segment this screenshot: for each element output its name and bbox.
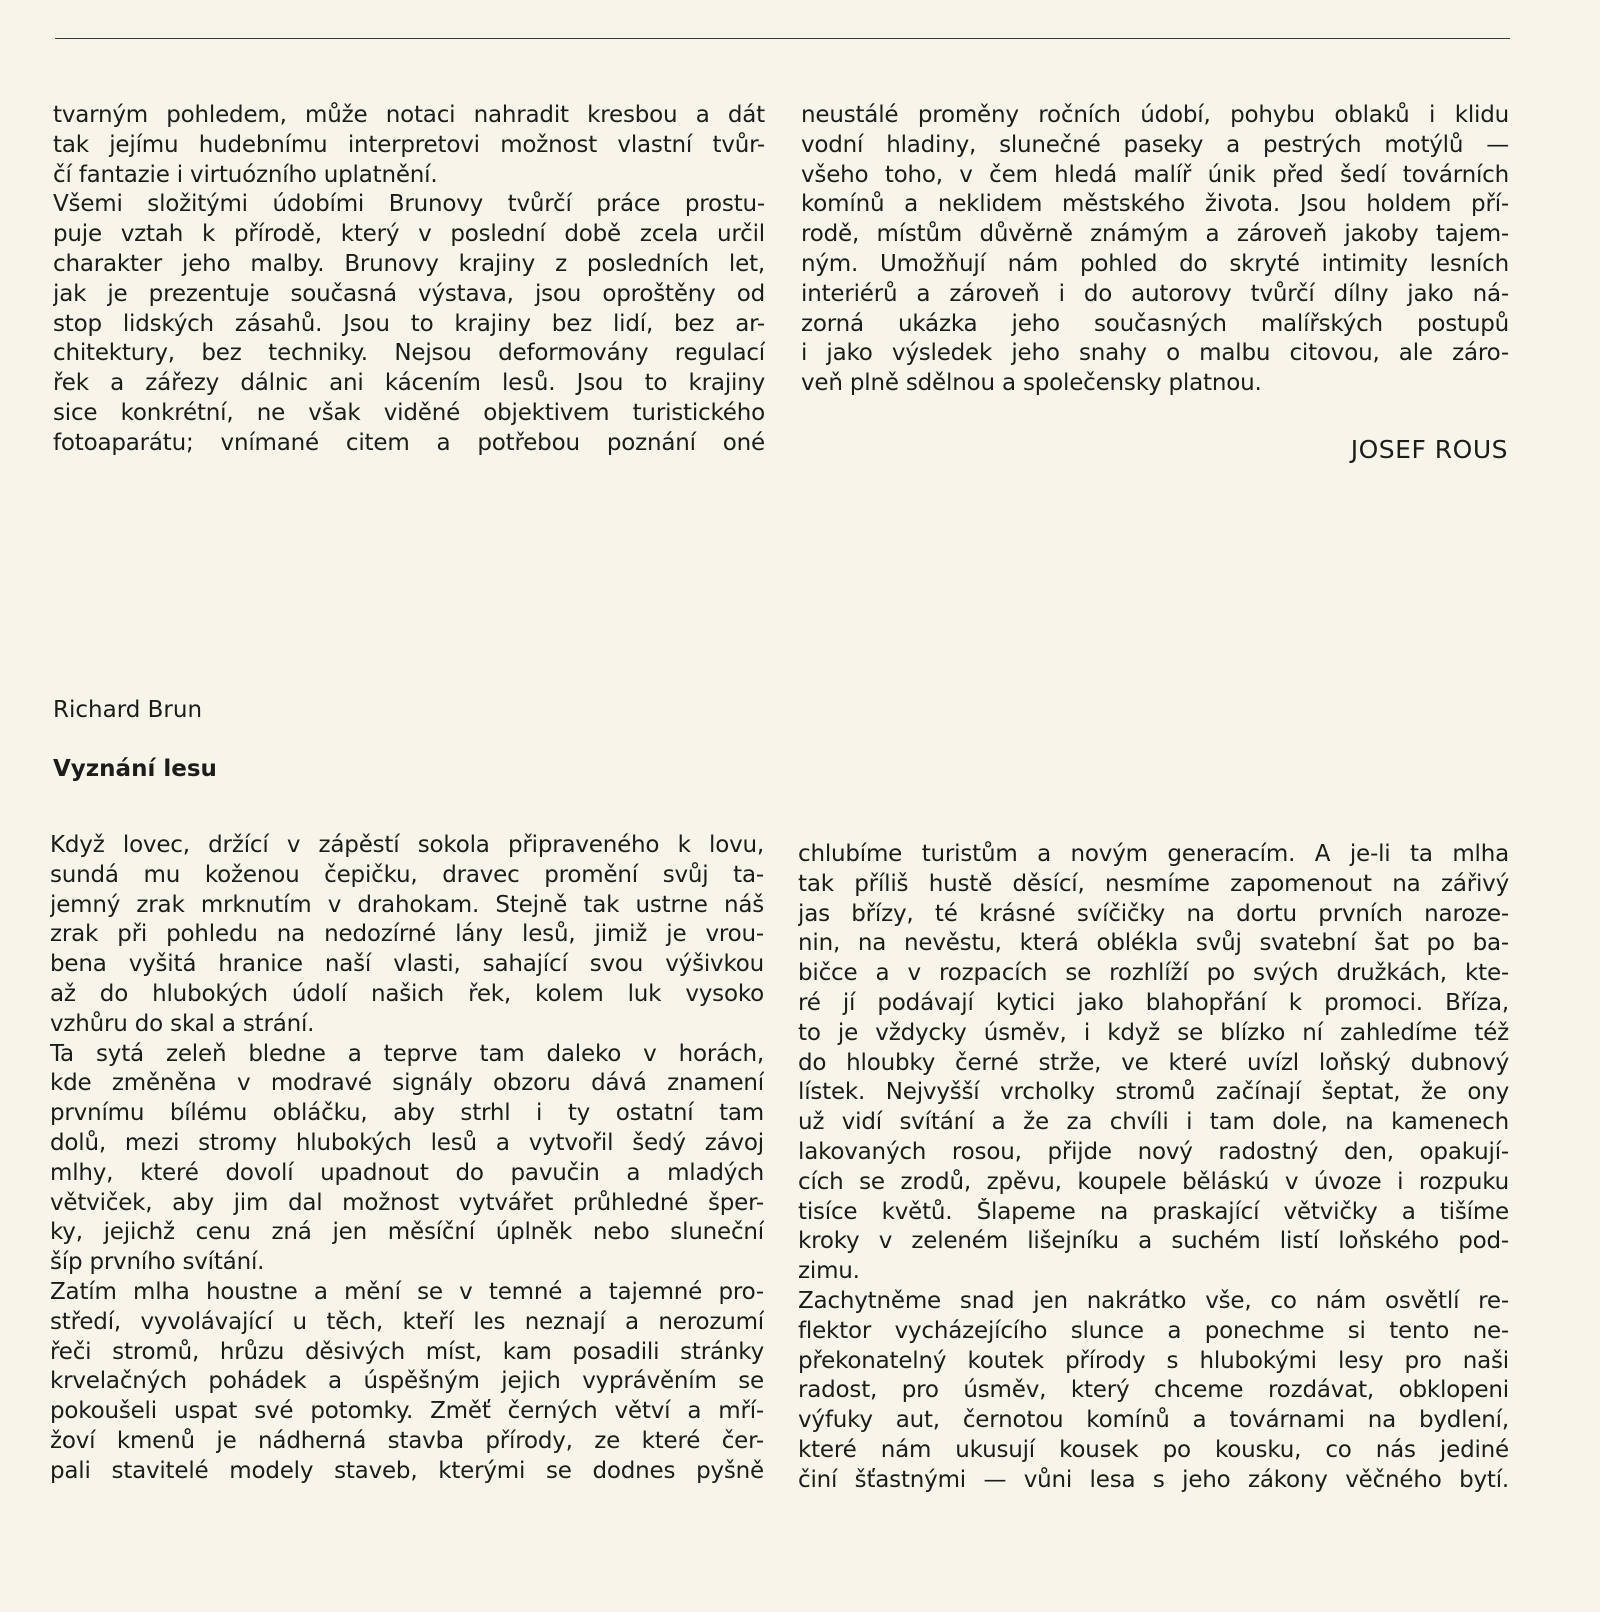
text-line: Zachytněme snad jen nakrátko vše, co nám osvětlí re- bbox=[798, 1287, 1509, 1314]
text-line: až do hlubokých údolí našich řek, kolem luk vysoko bbox=[50, 980, 764, 1007]
text-line: sice konkrétní, ne však viděné objektivem turistického bbox=[53, 399, 765, 426]
text-line: flektor vycházejícího slunce a ponechme si tento ne- bbox=[798, 1317, 1509, 1344]
text-line: krvelačných pohádek a úspěšným jejich vyprávěním se bbox=[50, 1368, 764, 1395]
text-line: charakter jeho malby. Brunovy krajiny z posledních let, bbox=[53, 250, 765, 277]
essay-author: JOSEF ROUS bbox=[1350, 435, 1508, 464]
poem-title: Vyznání lesu bbox=[53, 756, 217, 782]
text-line: lístek. Nejvyšší vrcholky stromů začínají šeptat, že ony bbox=[798, 1079, 1509, 1106]
text-line: kde změněna v modravé signály obzoru dává znamení bbox=[50, 1070, 764, 1097]
poem-left-column bbox=[50, 831, 764, 1487]
text-line: čí fantazie i virtuózního uplatnění. bbox=[53, 161, 438, 188]
text-line: kroky v zeleném lišejníku a suchém listí loňského pod- bbox=[798, 1228, 1509, 1255]
text-line: pali stavitelé modely staveb, kterými se dodnes pyšně bbox=[50, 1457, 764, 1484]
text-line: stop lidských zásahů. Jsou to krajiny bez lidí, bez ar- bbox=[53, 310, 765, 337]
text-line: žoví kmenů je nádherná stavba přírody, ze které čer- bbox=[50, 1427, 764, 1454]
text-line: jak je prezentuje současná výstava, jsou oproštěny od bbox=[53, 280, 765, 307]
text-line: puje vztah k přírodě, který v poslední době zcela určil bbox=[53, 221, 765, 248]
poem-author: Richard Brun bbox=[53, 697, 203, 723]
text-line: do hloubky černé strže, ve které uvízl loňský dubnový bbox=[798, 1049, 1509, 1076]
text-line: Zatím mlha houstne a mění se v temné a tajemné pro- bbox=[50, 1278, 764, 1305]
text-line: činí šťastnými — vůni lesa s jeho zákony věčného bytí. bbox=[798, 1466, 1509, 1493]
text-line: už vidí svítání a že za chvíli i tam dole, na kamenech bbox=[798, 1109, 1509, 1136]
text-line: nin, na nevěstu, která oblékla svůj svatební šat po ba- bbox=[798, 930, 1509, 957]
text-line: ré jí podávají kytici jako blahopřání k promoci. Bříza, bbox=[798, 989, 1509, 1016]
text-line: pokoušeli uspat své potomky. Změť černých větví a mří- bbox=[50, 1398, 764, 1425]
text-line: výfuky aut, černotou komínů a továrnami na bydlení, bbox=[798, 1407, 1509, 1434]
text-line: komínů a neklidem městského života. Jsou holdem pří- bbox=[801, 191, 1509, 218]
text-line: všeho toho, v čem hledá malíř únik před šedí továrních bbox=[801, 161, 1509, 188]
text-line: sundá mu koženou čepičku, dravec promění svůj ta- bbox=[50, 861, 764, 888]
text-line: tak příliš hustě děsící, nesmíme zapomenout na zářivý bbox=[798, 870, 1509, 897]
text-line: veň plně sdělnou a společensky platnou. bbox=[801, 370, 1262, 397]
text-line: vodní hladiny, slunečné paseky a pestrých motýlů — bbox=[801, 131, 1509, 158]
poem-right-column bbox=[798, 840, 1509, 1496]
text-line: neustálé proměny ročních údobí, pohybu oblaků i klidu bbox=[801, 102, 1509, 128]
text-line: i jako výsledek jeho snahy o malbu citovou, ale záro- bbox=[801, 340, 1509, 367]
top-rule bbox=[55, 38, 1510, 39]
essay-right-column bbox=[801, 101, 1509, 399]
text-line: tvarným pohledem, může notaci nahradit kresbou a dát bbox=[53, 102, 765, 128]
text-line: větviček, aby jim dal možnost vytvářet průhledné šper- bbox=[50, 1189, 764, 1216]
text-line: jemný zrak mrknutím v drahokam. Stejně tak ustrne náš bbox=[50, 891, 764, 918]
text-line: to je vždycky úsměv, i když se blízko ní zahledíme též bbox=[798, 1019, 1509, 1046]
text-line: ky, jejichž cenu zná jen měsíční úplněk nebo sluneční bbox=[50, 1219, 764, 1246]
text-line: zimu. bbox=[798, 1258, 860, 1285]
text-line: prvnímu bílému obláčku, aby strhl i ty ostatní tam bbox=[50, 1100, 764, 1127]
text-line: jas břízy, té krásné svíčičky na dortu prvních naroze- bbox=[798, 900, 1509, 927]
text-line: bena vyšitá hranice naší vlasti, sahající svou výšivkou bbox=[50, 951, 764, 978]
text-line: ným. Umožňují nám pohled do skryté intimity lesních bbox=[801, 250, 1509, 277]
text-line: tisíce květů. Šlapeme na praskající větvičky a tišíme bbox=[798, 1198, 1509, 1225]
text-line: Ta sytá zeleň bledne a teprve tam daleko v horách, bbox=[50, 1040, 764, 1067]
text-line: vzhůru do skal a strání. bbox=[50, 1010, 315, 1037]
text-line: řeči stromů, hrůzu děsivých míst, kam posadili stránky bbox=[50, 1338, 764, 1365]
text-line: fotoaparátu; vnímané citem a potřebou poznání oné bbox=[53, 429, 765, 456]
text-line: dolů, mezi stromy hlubokých lesů a vytvořil šedý závoj bbox=[50, 1129, 764, 1156]
text-line: cích se zrodů, zpěvu, koupele běláskú v úvoze i rozpuku bbox=[798, 1168, 1509, 1195]
text-line: bičce a v rozpacích se rozhlíží po svých družkách, kte- bbox=[798, 960, 1509, 987]
text-line: které nám ukusují kousek po kousku, co nás jediné bbox=[798, 1436, 1509, 1463]
text-line: lakovaných rosou, přijde nový radostný den, opakují- bbox=[798, 1138, 1509, 1165]
text-line: překonatelný koutek přírody s hlubokými lesy pro naši bbox=[798, 1347, 1509, 1374]
text-line: Všemi složitými údobími Brunovy tvůrčí práce prostu- bbox=[53, 191, 765, 218]
text-line: chitektury, bez techniky. Nejsou deformovány regulací bbox=[53, 340, 765, 367]
text-line: tak jejímu hudebnímu interpretovi možnost vlastní tvůr- bbox=[53, 131, 765, 158]
text-line: chlubíme turistům a novým generacím. A je-li ta mlha bbox=[798, 841, 1509, 867]
text-line: mlhy, které dovolí upadnout do pavučin a mladých bbox=[50, 1159, 764, 1186]
text-line: středí, vyvolávající u těch, kteří les neznají a nerozumí bbox=[50, 1308, 764, 1335]
text-line: Když lovec, držící v zápěstí sokola připraveného k lovu, bbox=[50, 832, 764, 858]
text-line: radost, pro úsměv, který chceme rozdávat, obklopeni bbox=[798, 1377, 1509, 1404]
text-line: zrak při pohledu na nedozírné lány lesů, jimiž je vrou- bbox=[50, 921, 764, 948]
text-line: interiérů a zároveň i do autorovy tvůrčí dílny jako ná- bbox=[801, 280, 1509, 307]
essay-left-column bbox=[53, 101, 765, 459]
text-line: šíp prvního svítání. bbox=[50, 1249, 265, 1276]
text-line: zorná ukázka jeho současných malířských postupů bbox=[801, 310, 1509, 337]
text-line: rodě, místům důvěrně známým a zároveň jakoby tajem- bbox=[801, 221, 1509, 248]
text-line: řek a zářezy dálnic ani kácením lesů. Jsou to krajiny bbox=[53, 370, 765, 397]
